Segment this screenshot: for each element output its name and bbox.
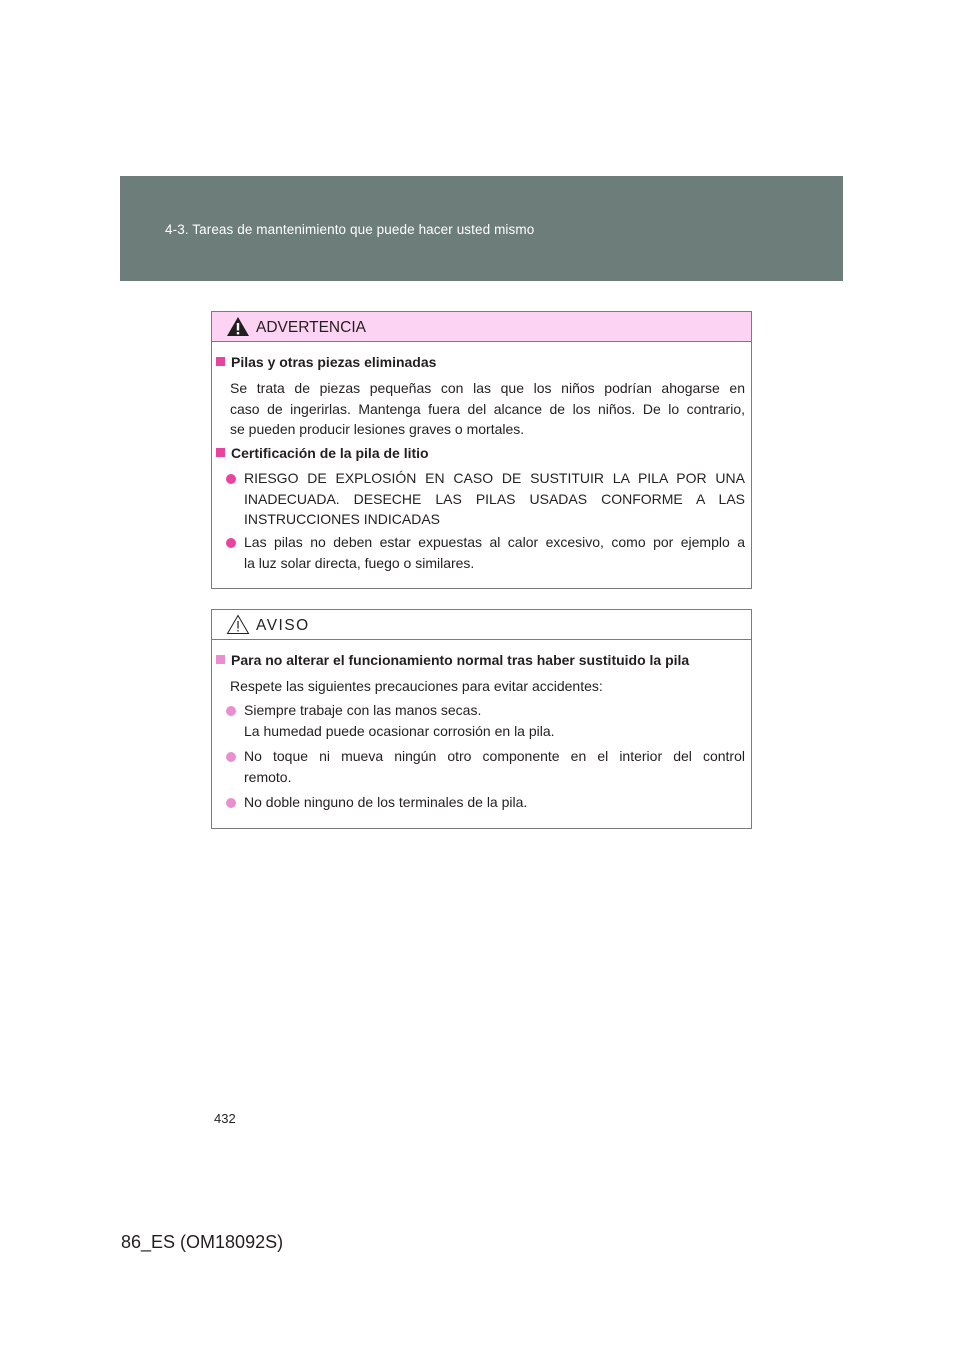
section-square-icon bbox=[216, 655, 225, 664]
notice-box-header bbox=[212, 610, 751, 640]
bullet-dot-icon bbox=[226, 538, 236, 548]
text-line: la luz solar directa, fuego o similares. bbox=[244, 554, 475, 571]
warning-section-title: Pilas y otras piezas eliminadas bbox=[216, 354, 436, 370]
notice-intro: Respete las siguientes precauciones para evitar accidentes: bbox=[230, 678, 603, 694]
section-title: 4-3. Tareas de mantenimiento que puede hacer usted mismo bbox=[165, 222, 535, 237]
bullet-dot-icon bbox=[226, 752, 236, 762]
text-line: caso de ingerirlas. Mantenga fuera del alcance de los niños. De lo contrario, bbox=[230, 400, 745, 417]
section-square-icon bbox=[216, 357, 225, 366]
text-line: Siempre trabaje con las manos secas. bbox=[244, 702, 482, 718]
text-line: remoto. bbox=[244, 768, 292, 785]
warning-title: ADVERTENCIA bbox=[256, 319, 366, 336]
notice-box bbox=[211, 609, 752, 829]
text-line: se pueden producir lesiones graves o mortales. bbox=[230, 421, 525, 437]
warning-triangle-icon bbox=[226, 316, 250, 337]
warning-box-header bbox=[212, 312, 751, 342]
warning-paragraph bbox=[230, 378, 745, 440]
page-number: 432 bbox=[214, 1111, 236, 1126]
bullet-dot-icon bbox=[226, 706, 236, 716]
document-code: 86_ES (OM18092S) bbox=[121, 1232, 284, 1252]
notice-bullet-item bbox=[244, 700, 745, 741]
notice-section-title: Para no alterar el funcionamiento normal tras haber sustituido la pila bbox=[216, 652, 689, 668]
section-square-icon bbox=[216, 448, 225, 457]
warning-bullet-item bbox=[244, 532, 745, 573]
bullet-dot-icon bbox=[226, 474, 236, 484]
text-line: INADECUADA. DESECHE LAS PILAS USADAS CONFORME A LAS bbox=[244, 490, 745, 507]
warning-box bbox=[211, 311, 752, 589]
notice-bullet-item bbox=[244, 792, 745, 813]
warning-section-title: Certificación de la pila de litio bbox=[216, 445, 429, 461]
warning-bullet-item bbox=[244, 468, 745, 530]
text-line: No doble ninguno de los terminales de la pila. bbox=[244, 794, 528, 810]
text-line: Las pilas no deben estar expuestas al calor excesivo, como por ejemplo a bbox=[244, 534, 745, 550]
text-line: No toque ni mueva ningún otro componente en el interior del control bbox=[244, 748, 745, 764]
notice-title: AVISO bbox=[256, 617, 310, 634]
text-line: RIESGO DE EXPLOSIÓN EN CASO DE SUSTITUIR LA PILA POR UNA bbox=[244, 470, 745, 486]
caution-triangle-outline-icon bbox=[226, 614, 250, 635]
text-line: La humedad puede ocasionar corrosión en la pila. bbox=[244, 722, 555, 739]
bullet-dot-icon bbox=[226, 798, 236, 808]
notice-bullet-item bbox=[244, 746, 745, 787]
section-header-band bbox=[120, 176, 843, 281]
text-line: Se trata de piezas pequeñas con las que los niños podrían ahogarse en bbox=[230, 380, 745, 396]
text-line: INSTRUCCIONES INDICADAS bbox=[244, 511, 441, 527]
